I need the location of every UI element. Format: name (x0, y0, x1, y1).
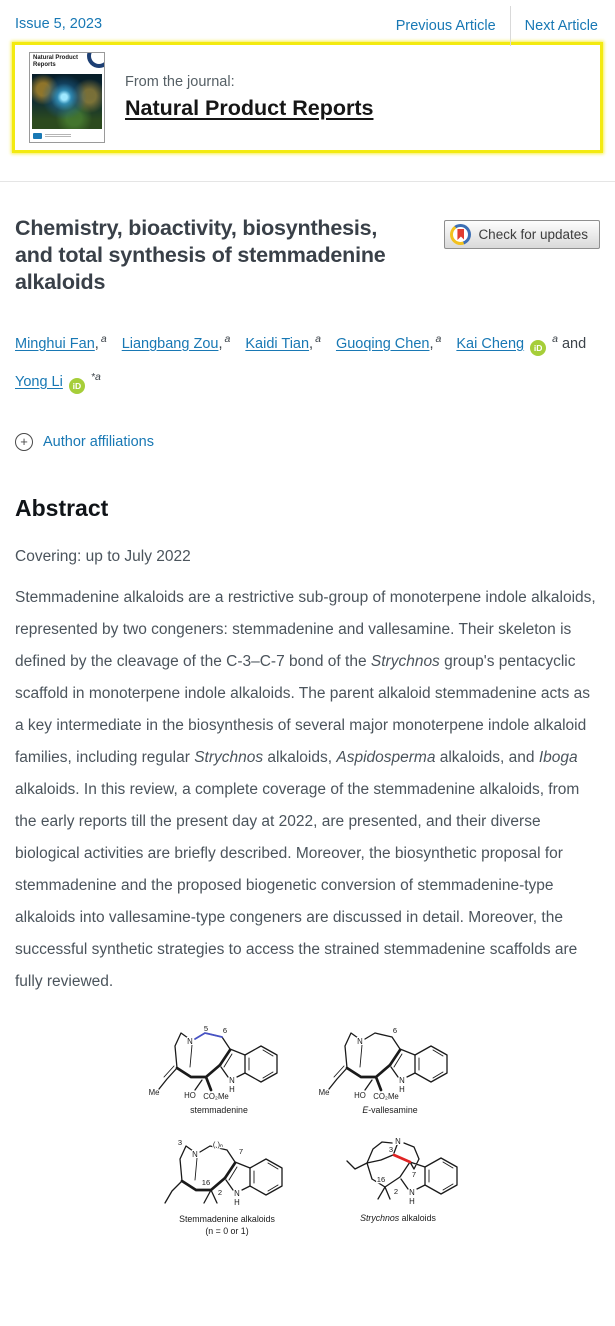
svg-text:N: N (408, 1187, 415, 1197)
affiliation-superscript: a (100, 333, 107, 345)
author-affiliations-toggle[interactable] (15, 433, 600, 451)
orcid-icon[interactable]: iD (530, 340, 546, 356)
caption-strychnos-alkaloids: Strychnos alkaloids (359, 1212, 436, 1223)
structure-e-vallesamine (318, 1026, 446, 1101)
svg-text:N: N (394, 1136, 401, 1146)
cover-arc-decoration (87, 53, 104, 68)
journal-info (125, 74, 373, 121)
plus-circle-icon: + (15, 433, 33, 451)
issue-link[interactable]: Issue 5, 2023 (15, 16, 103, 32)
abstract-paragraph: Stemmadenine alkaloids are a restrictive sub-group of monoterpene indole alkaloids, represented by two congeners: stemmadenine and vallesamine. Their skeleton is defined by the cleavage of the C-3–C-7 bond of the Strychnos group's pentacyclic scaffold in monoterpene indole alkaloids. The parent alkaloid stemmadenine acts as a key intermediate in the biosynthesis of several major monoterpene indole alkaloid families, including regular Strychnos alkaloids, Aspidosperma alkaloids, and Iboga alkaloids. In this review, a complete coverage of the stemmadenine alkaloids, from the early reports till the present day at 2022, are presented, and their diverse biological activities are briefly described. Moreover, the biosynthetic proposal for stemmadenine and the proposed biogenetic conversion of stemmadenine-type alkaloids into vallesamine-type congeners are discussed in detail. Moreover, the successful synthetic strategies to access the strained stemmadenine scaffolds are fully reviewed. (15, 588, 596, 990)
author-affiliations-label: Author affiliations (43, 433, 154, 450)
affiliation-superscript: a (552, 333, 558, 345)
author-link[interactable]: Kaidi Tian (245, 335, 310, 352)
journal-link[interactable]: Natural Product Reports (125, 96, 374, 120)
svg-text:16: 16 (201, 1177, 210, 1187)
authors-line (15, 323, 600, 399)
journal-banner (12, 42, 603, 153)
article-pager (382, 16, 600, 46)
author-link[interactable]: Liangbang Zou (121, 335, 219, 352)
check-for-updates-label: Check for updates (478, 227, 588, 242)
next-article-link[interactable]: Next Article (524, 18, 598, 34)
abstract-heading: Abstract (15, 494, 109, 521)
structures-image (144, 1024, 472, 1246)
svg-text:N: N (191, 1149, 198, 1159)
author-item: Kaidi Tian, $^a$ (245, 333, 321, 352)
caption-n-0-or-1: (n = 0 or 1) (204, 1225, 249, 1236)
crossmark-icon (450, 224, 471, 245)
cover-artwork (32, 74, 102, 129)
structure-stemmadenine-alkaloids (165, 1138, 282, 1207)
graphical-abstract-figure (15, 1024, 600, 1291)
caption-stemmadenine-alkaloids: Stemmadenine alkaloids (178, 1213, 275, 1224)
check-for-updates-button[interactable] (444, 220, 600, 249)
previous-article-link[interactable]: Previous Article (395, 18, 496, 34)
svg-text:3: 3 (388, 1144, 393, 1154)
caption-stemmadenine: stemmadenine (189, 1104, 248, 1115)
svg-text:2: 2 (393, 1186, 398, 1196)
author-link[interactable]: Kai Cheng (456, 335, 525, 352)
top-nav (0, 0, 615, 42)
svg-text:7: 7 (411, 1169, 416, 1179)
svg-text:2: 2 (217, 1187, 222, 1197)
author-item: Liangbang Zou, $^a$ (121, 333, 231, 352)
affiliation-superscript: *a (90, 370, 101, 383)
svg-text:5: 5 (203, 1023, 208, 1033)
author-item: Minghui Fan, $^a$ (15, 333, 107, 352)
caption-e-vallesamine: E-vallesamine (361, 1104, 418, 1115)
svg-text:3: 3 (177, 1137, 182, 1147)
article-header (15, 215, 600, 296)
cover-header (30, 53, 104, 74)
covering-line: Covering: up to July 2022 (15, 547, 191, 565)
cover-footer-lines (45, 134, 71, 137)
svg-text:7: 7 (238, 1146, 243, 1156)
from-journal-label: From the journal: (125, 74, 235, 90)
affiliation-superscript: a (315, 333, 321, 345)
rsc-logo (33, 133, 42, 139)
author-item: Kai Cheng iD$^a$ and (456, 336, 586, 352)
svg-text:16: 16 (376, 1174, 385, 1184)
structure-stemmadenine (148, 1024, 276, 1101)
cover-title: Natural Product Reports (33, 55, 79, 68)
journal-cover-thumbnail[interactable] (29, 52, 105, 143)
svg-text:H: H (408, 1196, 415, 1206)
affiliation-superscript: a (435, 333, 442, 345)
page-divider (0, 181, 615, 182)
structure-strychnos-alkaloids (347, 1137, 457, 1206)
author-item: Guoqing Chen, $^a$ (335, 333, 442, 352)
author-link[interactable]: Yong Li (15, 373, 63, 390)
author-link[interactable]: Minghui Fan (15, 335, 95, 352)
author-item (15, 370, 101, 391)
orcid-icon[interactable]: iD (69, 378, 85, 394)
author-link[interactable]: Guoqing Chen (335, 335, 430, 352)
svg-text:( )ₙ: ( )ₙ (212, 1139, 223, 1149)
page-title: Chemistry, bioactivity, biosynthesis, and total synthesis of stemmadenine alkaloids (15, 216, 386, 294)
cover-footer (30, 129, 104, 142)
affiliation-superscript: a (224, 333, 231, 345)
